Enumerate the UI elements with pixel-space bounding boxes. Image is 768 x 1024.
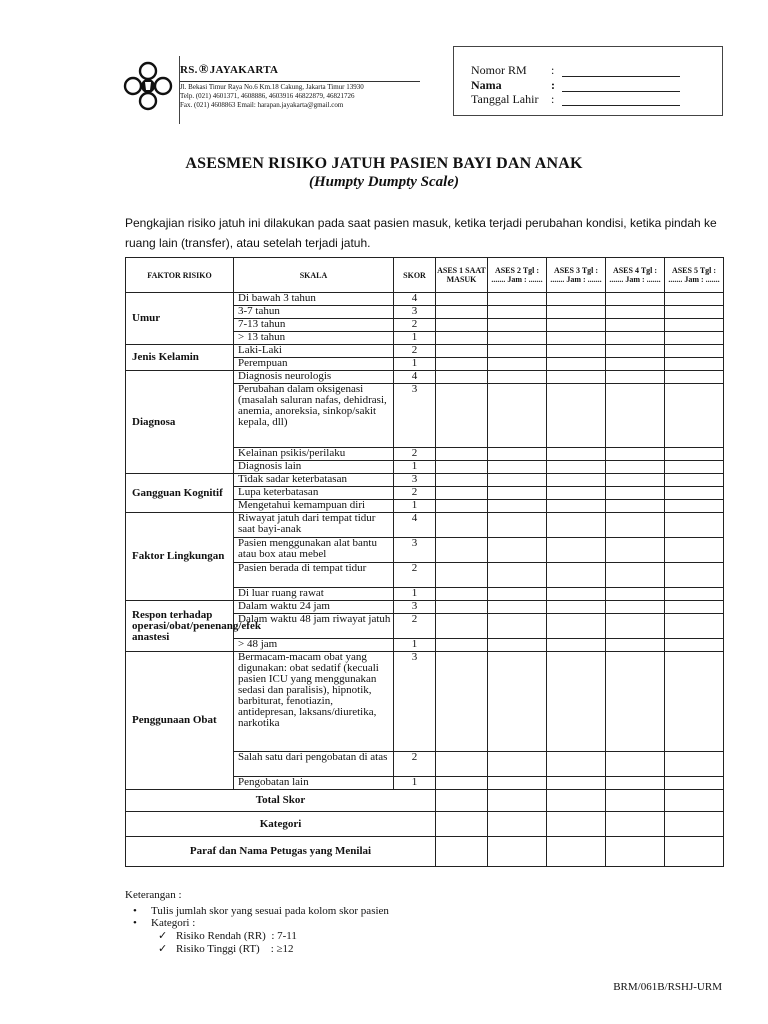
bullet-text: Kategori : <box>151 917 196 929</box>
separator: : <box>551 63 555 77</box>
separator: : <box>551 78 555 92</box>
skala-cell: Dalam waktu 24 jam <box>234 601 394 614</box>
table-row <box>126 513 724 538</box>
ases-cell[interactable] <box>606 371 665 384</box>
ases-cell[interactable] <box>547 812 606 837</box>
skor-cell: 4 <box>394 293 436 306</box>
paraf-row <box>126 837 724 867</box>
ases-cell[interactable] <box>488 752 547 777</box>
header-ases4: ASES 4 Tgl : ....... Jam : ....... <box>606 258 665 293</box>
ases-cell[interactable] <box>547 538 606 563</box>
skala-cell: Dalam waktu 48 jam riwayat jatuh <box>234 614 394 639</box>
ases-cell[interactable] <box>488 474 547 487</box>
ases-cell[interactable] <box>665 487 724 500</box>
header-ases5: ASES 5 Tgl : ....... Jam : ....... <box>665 258 724 293</box>
skala-cell: Diagnosis lain <box>234 461 394 474</box>
skor-cell: 2 <box>394 563 436 588</box>
kategori-label: Kategori <box>126 812 436 837</box>
skala-cell: Mengetahui kemampuan diri <box>234 500 394 513</box>
ases-cell[interactable] <box>665 461 724 474</box>
ases-cell[interactable] <box>436 639 488 652</box>
total-skor-row <box>126 790 724 812</box>
ases-cell[interactable] <box>606 588 665 601</box>
ases-cell[interactable] <box>547 293 606 306</box>
ases-cell[interactable] <box>436 306 488 319</box>
ases-cell[interactable] <box>436 474 488 487</box>
faktor-penggunaan-obat: Penggunaan Obat <box>126 652 234 790</box>
skala-cell: Pasien berada di tempat tidur <box>234 563 394 588</box>
skor-cell: 1 <box>394 500 436 513</box>
page-subtitle <box>0 174 768 191</box>
ases-cell[interactable] <box>665 513 724 538</box>
ases-cell[interactable] <box>547 345 606 358</box>
skala-cell: Salah satu dari pengobatan di atas <box>234 752 394 777</box>
table-row <box>126 601 724 614</box>
skala-cell: 3-7 tahun <box>234 306 394 319</box>
ases-cell[interactable] <box>488 371 547 384</box>
ases-cell[interactable] <box>606 332 665 345</box>
ases-cell[interactable] <box>547 332 606 345</box>
ases-cell[interactable] <box>436 601 488 614</box>
ases-cell[interactable] <box>606 306 665 319</box>
skala-cell: Riwayat jatuh dari tempat tidur saat bayi-anak <box>234 513 394 538</box>
ases-cell[interactable] <box>606 614 665 639</box>
ases-cell[interactable] <box>488 588 547 601</box>
ases-cell[interactable] <box>488 563 547 588</box>
header-ases3: ASES 3 Tgl : ....... Jam : ....... <box>547 258 606 293</box>
address-line: Jl. Bekasi Timur Raya No.6 Km.18 Cakung, Jakarta Timur 13930 <box>180 83 364 91</box>
ases-cell[interactable] <box>665 448 724 461</box>
ases-cell[interactable] <box>488 319 547 332</box>
ases-cell[interactable] <box>547 371 606 384</box>
ases-cell[interactable] <box>488 837 547 867</box>
ases-cell[interactable] <box>606 639 665 652</box>
bullet-icon: • <box>133 905 137 917</box>
ases-cell[interactable] <box>665 588 724 601</box>
skala-cell: Tidak sadar keterbatasan <box>234 474 394 487</box>
ases-cell[interactable] <box>488 652 547 752</box>
skala-cell: 7-13 tahun <box>234 319 394 332</box>
kategori-list <box>158 930 297 955</box>
ases-cell[interactable] <box>606 461 665 474</box>
ases-cell[interactable] <box>606 837 665 867</box>
header-faktor: FAKTOR RISIKO <box>126 258 234 293</box>
ases-cell[interactable] <box>436 563 488 588</box>
ases-cell[interactable] <box>547 639 606 652</box>
ases-cell[interactable] <box>547 358 606 371</box>
ases-cell[interactable] <box>436 461 488 474</box>
skala-cell: Pengobatan lain <box>234 777 394 790</box>
ases-cell[interactable] <box>436 652 488 752</box>
ases-cell[interactable] <box>665 500 724 513</box>
skala-cell: Kelainan psikis/perilaku <box>234 448 394 461</box>
ases-cell[interactable] <box>547 461 606 474</box>
keterangan-label: Keterangan : <box>125 889 182 901</box>
ases-cell[interactable] <box>547 563 606 588</box>
ases-cell[interactable] <box>488 487 547 500</box>
ases-cell[interactable] <box>488 293 547 306</box>
skor-cell: 3 <box>394 474 436 487</box>
kategori-row <box>126 812 724 837</box>
ases-cell[interactable] <box>547 474 606 487</box>
skor-cell: 1 <box>394 332 436 345</box>
skor-cell: 1 <box>394 777 436 790</box>
faktor-umur: Umur <box>126 293 234 345</box>
ases-cell[interactable] <box>606 513 665 538</box>
checkmark-icon: ✓ <box>158 942 168 955</box>
ases-cell[interactable] <box>665 306 724 319</box>
faktor-jenis-kelamin: Jenis Kelamin <box>126 345 234 371</box>
paraf-label: Paraf dan Nama Petugas yang Menilai <box>126 837 436 867</box>
form-code: BRM/061B/RSHJ-URM <box>613 981 722 993</box>
table-row <box>126 371 724 384</box>
hospital-name-underline <box>180 81 420 82</box>
skor-cell: 2 <box>394 319 436 332</box>
ases-cell[interactable] <box>547 384 606 448</box>
ases-cell[interactable] <box>606 563 665 588</box>
skala-cell: Di luar ruang rawat <box>234 588 394 601</box>
nama-field[interactable] <box>562 91 680 92</box>
skor-cell: 4 <box>394 513 436 538</box>
ases-cell[interactable] <box>606 345 665 358</box>
skor-cell: 1 <box>394 461 436 474</box>
ases-cell[interactable] <box>606 474 665 487</box>
skor-cell: 2 <box>394 448 436 461</box>
ases-cell[interactable] <box>547 652 606 752</box>
skor-cell: 2 <box>394 614 436 639</box>
ases-cell[interactable] <box>606 790 665 812</box>
skor-cell: 2 <box>394 752 436 777</box>
ases-cell[interactable] <box>665 358 724 371</box>
ases-cell[interactable] <box>436 345 488 358</box>
ases-cell[interactable] <box>606 319 665 332</box>
ases-cell[interactable] <box>665 332 724 345</box>
checkmark-icon: ✓ <box>158 930 168 942</box>
registered-mark-icon: ® <box>198 61 209 76</box>
category-text: Risiko Rendah (RR) : 7-11 <box>176 930 297 942</box>
ases-cell[interactable] <box>488 384 547 448</box>
ases-cell[interactable] <box>488 345 547 358</box>
ases-cell[interactable] <box>547 601 606 614</box>
skala-cell: Perempuan <box>234 358 394 371</box>
nomor-rm-field[interactable] <box>562 76 680 77</box>
ases-cell[interactable] <box>606 538 665 563</box>
list-item <box>158 943 297 956</box>
skala-cell: Di bawah 3 tahun <box>234 293 394 306</box>
table-header-row <box>126 258 724 293</box>
table-row <box>126 474 724 487</box>
ases-cell[interactable] <box>665 319 724 332</box>
ases-cell[interactable] <box>547 513 606 538</box>
hospital-logo-icon <box>122 60 174 112</box>
ases-cell[interactable] <box>436 448 488 461</box>
faktor-gangguan-kognitif: Gangguan Kognitif <box>126 474 234 513</box>
skala-cell: Lupa keterbatasan <box>234 487 394 500</box>
skor-cell: 3 <box>394 601 436 614</box>
ases-cell[interactable] <box>436 358 488 371</box>
nama-row <box>471 78 555 93</box>
ases-cell[interactable] <box>436 812 488 837</box>
hospital-name: RS.®JAYAKARTA <box>180 61 279 76</box>
header-ases2: ASES 2 Tgl : ....... Jam : ....... <box>488 258 547 293</box>
ases-cell[interactable] <box>436 371 488 384</box>
ases-cell[interactable] <box>665 752 724 777</box>
skala-cell: > 13 tahun <box>234 332 394 345</box>
intro-paragraph: Pengkajian risiko jatuh ini dilakukan pada saat pasien masuk, ketika terjadi perubahan kondisi, ketika pindah ke ruang lain (transfer), atau setelah terjadi jatuh. <box>125 216 717 250</box>
skala-cell: Laki-Laki <box>234 345 394 358</box>
ases-cell[interactable] <box>606 384 665 448</box>
table-row <box>126 652 724 752</box>
ases-cell[interactable] <box>665 652 724 752</box>
ases-cell[interactable] <box>436 319 488 332</box>
ases-cell[interactable] <box>547 790 606 812</box>
ases-cell[interactable] <box>436 487 488 500</box>
skor-cell: 2 <box>394 345 436 358</box>
ases-cell[interactable] <box>606 777 665 790</box>
ases-cell[interactable] <box>436 384 488 448</box>
table-row <box>126 293 724 306</box>
ases-cell[interactable] <box>606 500 665 513</box>
ases-cell[interactable] <box>606 601 665 614</box>
faktor-respon-operasi: Respon terhadap operasi/obat/penenang/efek anastesi <box>126 601 234 652</box>
ases-cell[interactable] <box>665 777 724 790</box>
skor-cell: 4 <box>394 371 436 384</box>
ases-cell[interactable] <box>547 777 606 790</box>
ases-cell[interactable] <box>436 614 488 639</box>
ases-cell[interactable] <box>436 752 488 777</box>
skor-cell: 1 <box>394 588 436 601</box>
separator: : <box>551 92 555 106</box>
nomor-rm-row <box>471 63 554 78</box>
faktor-lingkungan: Faktor Lingkungan <box>126 513 234 601</box>
ases-cell[interactable] <box>606 358 665 371</box>
header-skor: SKOR <box>394 258 436 293</box>
hospital-address <box>180 83 420 110</box>
skala-cell: Perubahan dalam oksigenasi (masalah saluran nafas, dehidrasi, anemia, anoreksia, sinkop/sakit kepala, dll) <box>234 384 394 448</box>
ases-cell[interactable] <box>436 293 488 306</box>
skala-cell: Diagnosis neurologis <box>234 371 394 384</box>
skor-cell: 3 <box>394 306 436 319</box>
ases-cell[interactable] <box>665 371 724 384</box>
ases-cell[interactable] <box>547 319 606 332</box>
ases-cell[interactable] <box>436 513 488 538</box>
ases-cell[interactable] <box>665 837 724 867</box>
tanggal-lahir-field[interactable] <box>562 105 680 106</box>
skala-cell: Pasien menggunakan alat bantu atau box atau mebel <box>234 538 394 563</box>
skor-cell: 3 <box>394 384 436 448</box>
skala-cell: Bermacam-macam obat yang digunakan: obat sedatif (kecuali pasien ICU yang menggunakan sedasi dan paralisis), hipnotik, barbiturat, fenotiazin, antidepresan, laksans/diuretika, narkotika <box>234 652 394 752</box>
ases-cell[interactable] <box>665 812 724 837</box>
bullet-text: Tulis jumlah skor yang sesuai pada kolom skor pasien <box>151 905 389 917</box>
ases-cell[interactable] <box>665 790 724 812</box>
category-text: Risiko Tinggi (RT) : ≥12 <box>176 942 294 955</box>
tanggal-lahir-row <box>471 92 554 107</box>
ases-cell[interactable] <box>436 538 488 563</box>
ases-cell[interactable] <box>488 513 547 538</box>
ases-cell[interactable] <box>488 461 547 474</box>
ases-cell[interactable] <box>606 652 665 752</box>
ases-cell[interactable] <box>488 601 547 614</box>
bullet-icon: • <box>133 917 137 929</box>
header-skala: SKALA <box>234 258 394 293</box>
ases-cell[interactable] <box>488 332 547 345</box>
ases-cell[interactable] <box>488 790 547 812</box>
ases-cell[interactable] <box>547 306 606 319</box>
list-item <box>133 917 389 929</box>
skor-cell: 3 <box>394 652 436 752</box>
tanggal-lahir-label: Tanggal Lahir <box>471 92 539 106</box>
phone-line: Telp. (021) 4601371, 4608886, 4603916 46822879, 46821726 <box>180 92 355 100</box>
ases-cell[interactable] <box>665 293 724 306</box>
page-title: ASESMEN RISIKO JATUH PASIEN BAYI DAN ANAK <box>185 155 583 172</box>
ases-cell[interactable] <box>665 474 724 487</box>
ases-cell[interactable] <box>488 500 547 513</box>
ases-cell[interactable] <box>436 588 488 601</box>
ases-cell[interactable] <box>488 812 547 837</box>
ases-cell[interactable] <box>488 358 547 371</box>
hospital-header <box>122 56 422 126</box>
faktor-diagnosa: Diagnosa <box>126 371 234 474</box>
ases-cell[interactable] <box>547 614 606 639</box>
ases-cell[interactable] <box>488 639 547 652</box>
ases-cell[interactable] <box>547 837 606 867</box>
nomor-rm-label: Nomor RM <box>471 63 527 77</box>
ases-cell[interactable] <box>488 777 547 790</box>
subtitle-text: (Humpty Dumpty Scale) <box>309 174 459 190</box>
fax-email-line: Fax. (021) 4608863 Email: harapan.jayakarta@gmail.com <box>180 101 344 109</box>
ases-cell[interactable] <box>436 332 488 345</box>
table-row <box>126 345 724 358</box>
skor-cell: 1 <box>394 639 436 652</box>
ases-cell[interactable] <box>436 777 488 790</box>
list-item <box>158 930 297 943</box>
ases-cell[interactable] <box>547 448 606 461</box>
skor-cell: 3 <box>394 538 436 563</box>
ases-cell[interactable] <box>606 812 665 837</box>
ases-cell[interactable] <box>436 790 488 812</box>
ases-cell[interactable] <box>547 752 606 777</box>
ases-cell[interactable] <box>488 538 547 563</box>
ases-cell[interactable] <box>436 500 488 513</box>
skor-cell: 2 <box>394 487 436 500</box>
nama-label: Nama <box>471 78 502 92</box>
ases-cell[interactable] <box>547 500 606 513</box>
ases-cell[interactable] <box>665 614 724 639</box>
ases-cell[interactable] <box>606 293 665 306</box>
ases-cell[interactable] <box>665 345 724 358</box>
list-item <box>133 905 389 917</box>
risk-assessment-table <box>125 257 724 867</box>
ases-cell[interactable] <box>665 601 724 614</box>
ases-cell[interactable] <box>488 448 547 461</box>
skor-cell: 1 <box>394 358 436 371</box>
total-skor-label: Total Skor <box>126 790 436 812</box>
ases-cell[interactable] <box>606 448 665 461</box>
ases-cell[interactable] <box>665 538 724 563</box>
ases-cell[interactable] <box>436 837 488 867</box>
ases-cell[interactable] <box>665 384 724 448</box>
ases-cell[interactable] <box>665 639 724 652</box>
ases-cell[interactable] <box>488 614 547 639</box>
ases-cell[interactable] <box>606 752 665 777</box>
patient-id-box <box>453 46 723 116</box>
ases-cell[interactable] <box>606 487 665 500</box>
header-ases1: ASES 1 SAAT MASUK <box>436 258 488 293</box>
ases-cell[interactable] <box>547 487 606 500</box>
ases-cell[interactable] <box>665 563 724 588</box>
ases-cell[interactable] <box>488 306 547 319</box>
ases-cell[interactable] <box>547 588 606 601</box>
skala-cell: > 48 jam <box>234 639 394 652</box>
keterangan-bullets <box>133 905 389 929</box>
